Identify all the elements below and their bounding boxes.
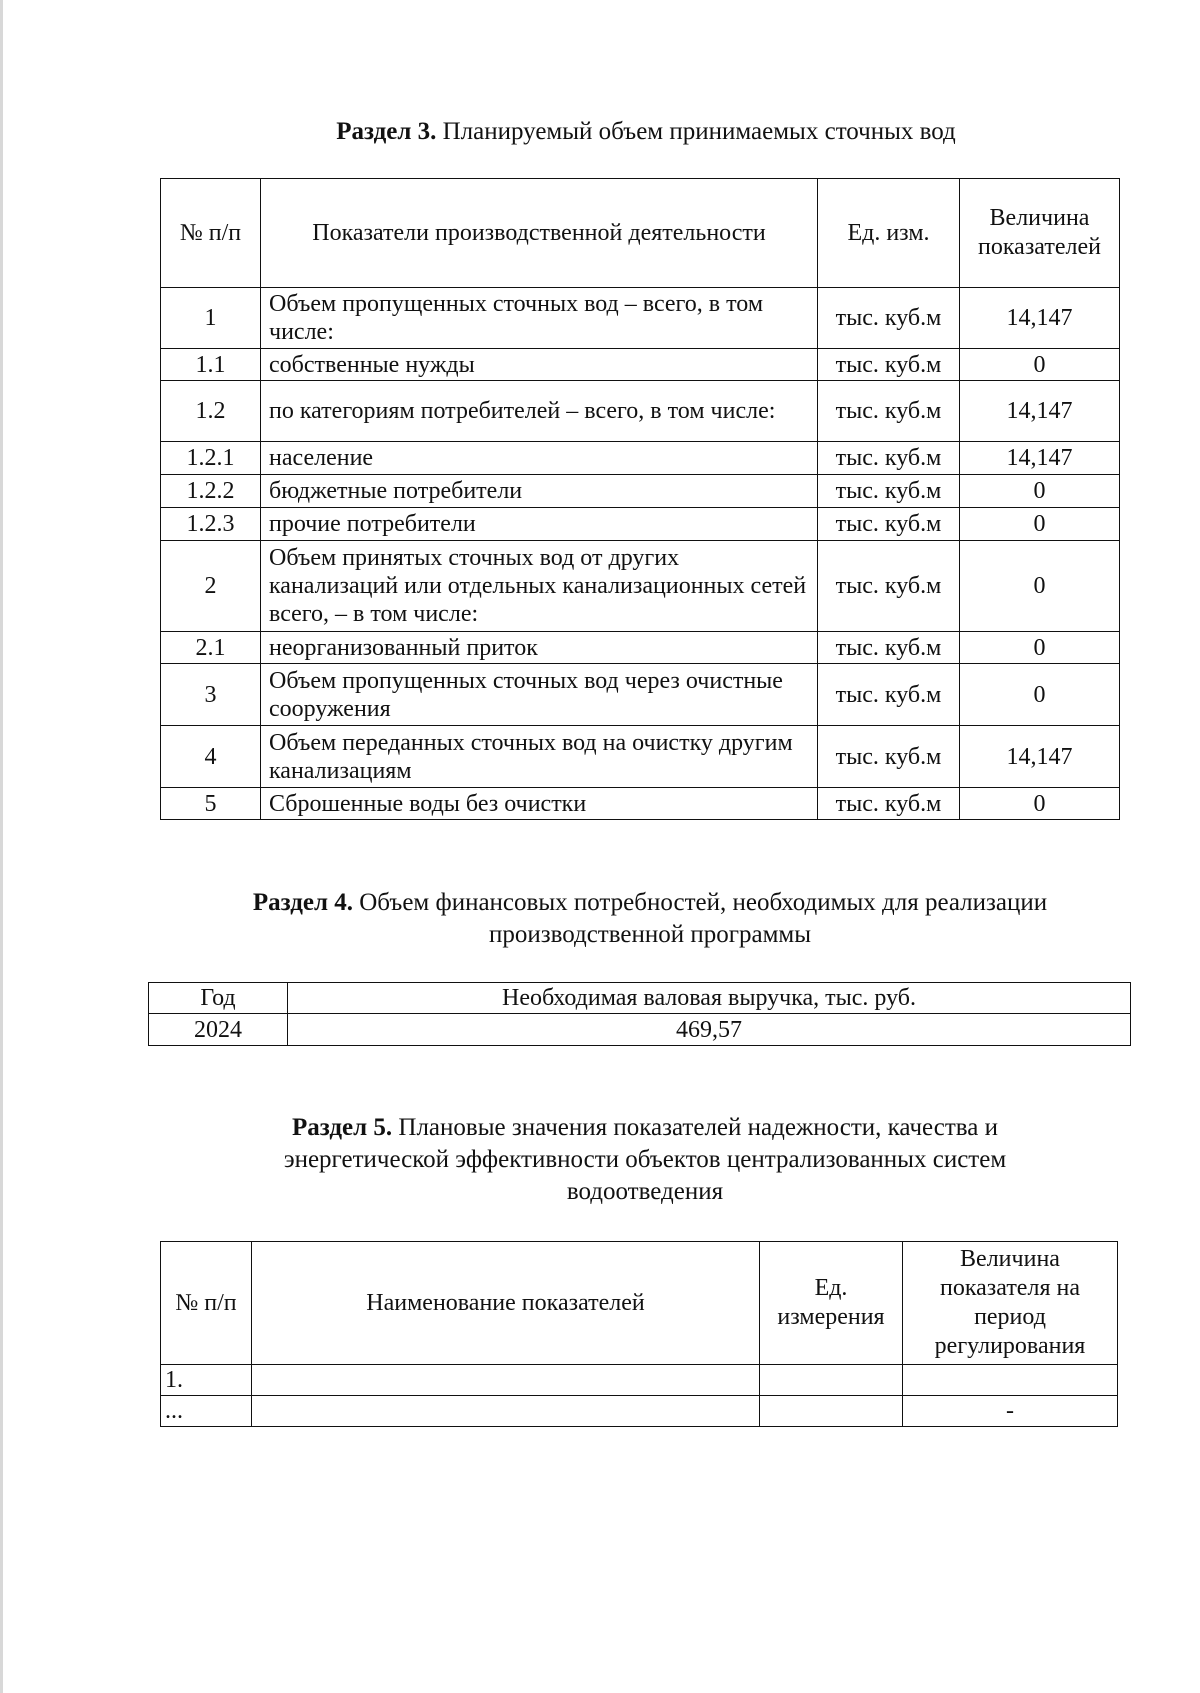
section4-heading <box>160 887 1120 951</box>
section4-label: Раздел 4. <box>252 889 353 916</box>
row-unit: тыс. куб.м <box>818 475 960 508</box>
section3-title: Планируемый объем принимаемых сточных вод <box>442 118 956 145</box>
row-num: 1 <box>161 288 261 349</box>
row-name: прочие потребители <box>261 508 818 541</box>
section3-label: Раздел 3. <box>336 118 437 145</box>
row-unit: тыс. куб.м <box>818 726 960 788</box>
table-row <box>161 788 1120 820</box>
header-indicator: Показатели производственной деятельности <box>261 179 818 288</box>
row-value: 0 <box>960 664 1120 726</box>
header-unit: Ед. измерения <box>760 1242 903 1365</box>
table-row <box>161 288 1120 349</box>
section3-heading <box>0 116 1200 148</box>
table-row <box>161 1396 1118 1427</box>
row-num: 5 <box>161 788 261 820</box>
row-value: 0 <box>960 541 1120 632</box>
row-year: 2024 <box>149 1014 288 1046</box>
table-header-row <box>161 1242 1118 1365</box>
table-header-row <box>149 983 1131 1014</box>
row-name <box>252 1396 760 1427</box>
row-value: - <box>903 1396 1118 1427</box>
row-unit: тыс. куб.м <box>818 442 960 475</box>
row-name: Объем пропущенных сточных вод через очистные сооружения <box>261 664 818 726</box>
row-name: Объем переданных сточных вод на очистку другим канализациям <box>261 726 818 788</box>
row-unit: тыс. куб.м <box>818 508 960 541</box>
table-row <box>161 442 1120 475</box>
row-num: ... <box>161 1396 252 1427</box>
row-name: Объем пропущенных сточных вод – всего, в том числе: <box>261 288 818 349</box>
row-num: 1.2.2 <box>161 475 261 508</box>
header-num: № п/п <box>161 179 261 288</box>
table-header-row <box>161 179 1120 288</box>
row-value: 14,147 <box>960 288 1120 349</box>
row-value: 14,147 <box>960 442 1120 475</box>
table-row <box>161 349 1120 381</box>
row-value: 0 <box>960 475 1120 508</box>
row-num: 1.2 <box>161 381 261 442</box>
row-name: население <box>261 442 818 475</box>
row-unit: тыс. куб.м <box>818 381 960 442</box>
row-name: по категориям потребителей – всего, в том числе: <box>261 381 818 442</box>
row-num: 4 <box>161 726 261 788</box>
row-name <box>252 1365 760 1396</box>
section5-label: Раздел 5. <box>292 1114 393 1141</box>
page-edge <box>0 0 3 1693</box>
row-unit <box>760 1365 903 1396</box>
table-row <box>161 1365 1118 1396</box>
header-num: № п/п <box>161 1242 252 1365</box>
row-unit: тыс. куб.м <box>818 288 960 349</box>
table-row <box>161 664 1120 726</box>
section5-heading <box>215 1112 1075 1208</box>
row-num: 1.2.1 <box>161 442 261 475</box>
table-row <box>161 475 1120 508</box>
row-unit: тыс. куб.м <box>818 632 960 664</box>
row-value: 14,147 <box>960 726 1120 788</box>
row-name: неорганизованный приток <box>261 632 818 664</box>
section3-table <box>160 178 1120 820</box>
row-value: 14,147 <box>960 381 1120 442</box>
row-name: бюджетные потребители <box>261 475 818 508</box>
row-name: собственные нужды <box>261 349 818 381</box>
row-value: 0 <box>960 349 1120 381</box>
row-unit: тыс. куб.м <box>818 788 960 820</box>
header-year: Год <box>149 983 288 1014</box>
table-row <box>161 541 1120 632</box>
row-value: 0 <box>960 788 1120 820</box>
row-unit: тыс. куб.м <box>818 349 960 381</box>
row-num: 1. <box>161 1365 252 1396</box>
section4-table <box>148 982 1131 1046</box>
table-row <box>161 726 1120 788</box>
header-value: Величина показателя на период регулирования <box>903 1242 1118 1365</box>
table-row <box>161 381 1120 442</box>
section5-title: Плановые значения показателей надежности, качества и энергетической эффективности объектов централизованных систем водоотведения <box>283 1114 1007 1205</box>
section4-title: Объем финансовых потребностей, необходимых для реализации производственной программы <box>359 889 1048 948</box>
section5-table <box>160 1241 1118 1427</box>
header-unit: Ед. изм. <box>818 179 960 288</box>
row-value: 0 <box>960 632 1120 664</box>
header-value: Величина показателей <box>960 179 1120 288</box>
row-num: 2 <box>161 541 261 632</box>
row-num: 1.2.3 <box>161 508 261 541</box>
row-value <box>903 1365 1118 1396</box>
header-name: Наименование показателей <box>252 1242 760 1365</box>
row-num: 3 <box>161 664 261 726</box>
row-unit: тыс. куб.м <box>818 664 960 726</box>
row-name: Объем принятых сточных вод от других канализаций или отдельных канализационных сетей всего, – в том числе: <box>261 541 818 632</box>
row-value: 0 <box>960 508 1120 541</box>
row-unit <box>760 1396 903 1427</box>
row-revenue: 469,57 <box>288 1014 1131 1046</box>
row-unit: тыс. куб.м <box>818 541 960 632</box>
header-revenue: Необходимая валовая выручка, тыс. руб. <box>288 983 1131 1014</box>
row-num: 2.1 <box>161 632 261 664</box>
row-name: Сброшенные воды без очистки <box>261 788 818 820</box>
table-row <box>161 508 1120 541</box>
table-row <box>149 1014 1131 1046</box>
row-num: 1.1 <box>161 349 261 381</box>
table-row <box>161 632 1120 664</box>
